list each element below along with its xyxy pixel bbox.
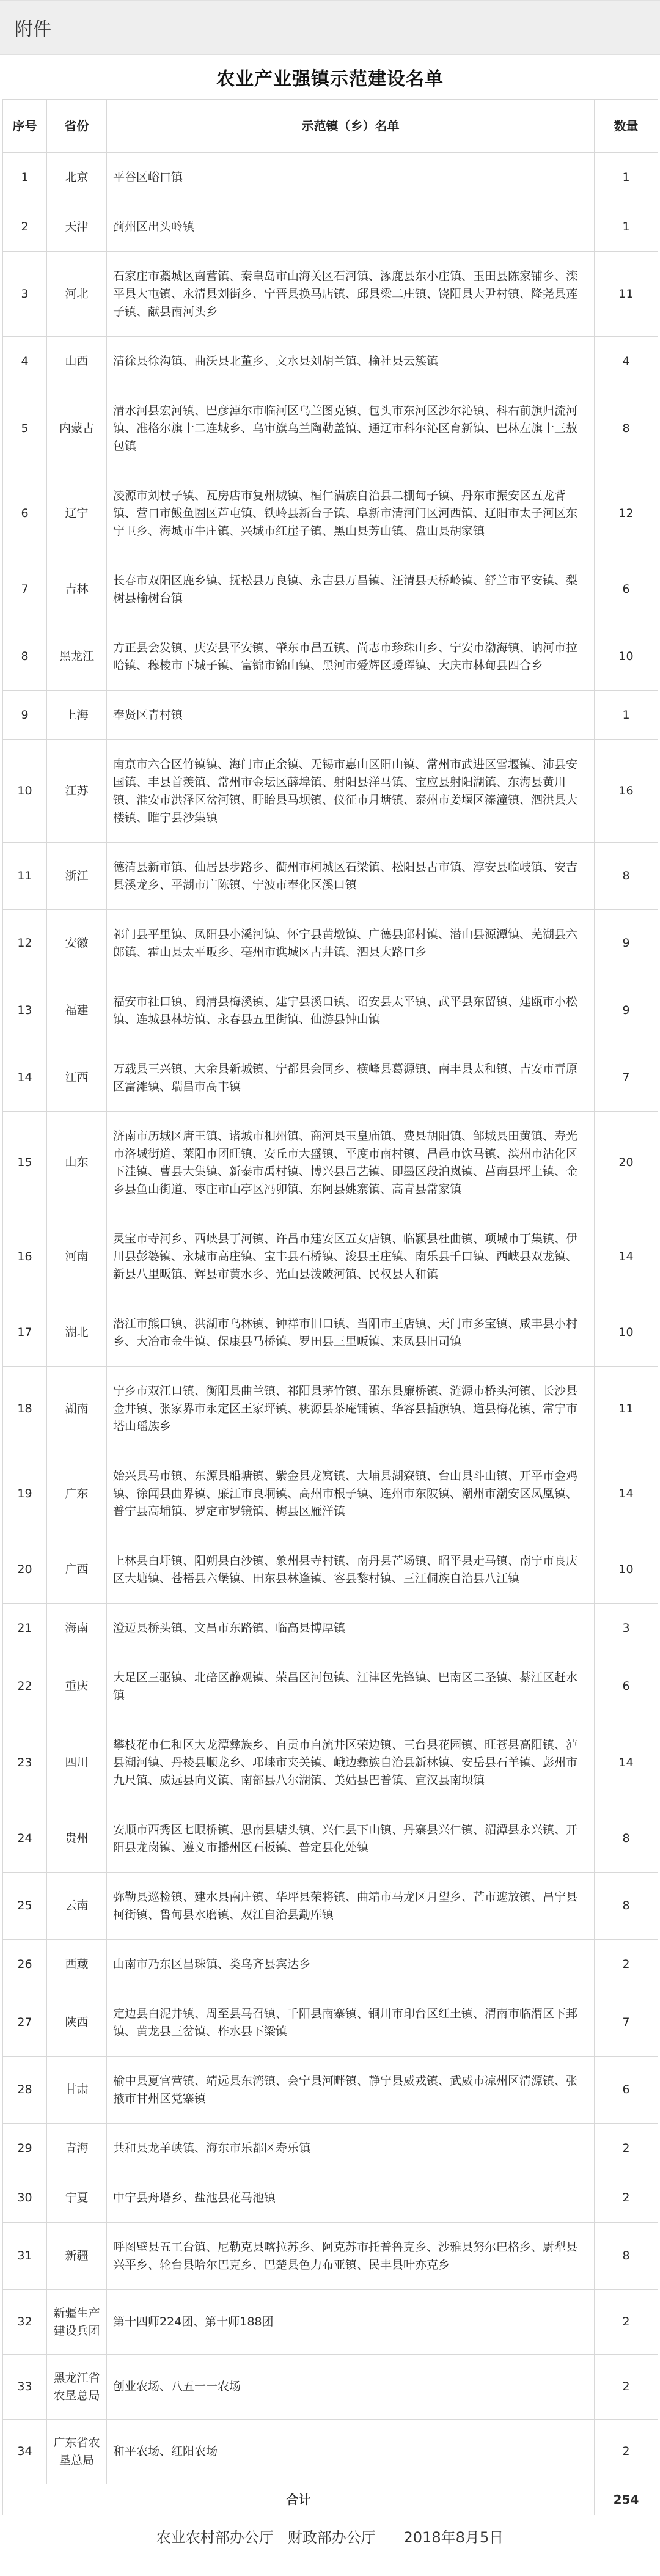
row-towns: 大足区三驱镇、北碚区静观镇、荣昌区河包镇、江津区先锋镇、巴南区二圣镇、綦江区赶水镇 [107,1653,595,1720]
row-count: 2 [595,2355,658,2420]
header-towns: 示范镇（乡）名单 [107,100,595,153]
row-towns: 方正县会发镇、庆安县平安镇、肇东市昌五镇、尚志市珍珠山乡、宁安市渤海镇、讷河市拉哈镇、穆棱市下城子镇、富锦市锦山镇、黑河市爱辉区瑷珲镇、大庆市林甸县四合乡 [107,623,595,691]
table-row [3,843,658,910]
table-body [3,153,658,2484]
header-no: 序号 [3,100,47,153]
row-count: 7 [595,1989,658,2057]
row-count: 9 [595,977,658,1044]
table-row [3,2057,658,2124]
row-towns: 和平农场、红阳农场 [107,2420,595,2484]
table-row [3,1367,658,1451]
row-no: 9 [3,691,47,740]
row-count: 4 [595,337,658,386]
row-no: 23 [3,1720,47,1805]
attachment-label: 附件 [0,0,660,55]
row-count: 14 [595,1451,658,1536]
table-row [3,202,658,252]
row-count: 14 [595,1720,658,1805]
table-row [3,1112,658,1214]
row-no: 27 [3,1989,47,2057]
row-towns: 山南市乃东区昌珠镇、类乌齐县宾达乡 [107,1940,595,1989]
row-no: 4 [3,337,47,386]
row-no: 7 [3,556,47,623]
row-towns: 榆中县夏官营镇、靖远县东湾镇、会宁县河畔镇、静宁县威戎镇、武威市凉州区清源镇、张掖市甘州区党寨镇 [107,2057,595,2124]
row-count: 2 [595,2173,658,2223]
row-no: 22 [3,1653,47,1720]
table-row [3,2173,658,2223]
table-row [3,556,658,623]
row-province: 吉林 [47,556,107,623]
row-count: 10 [595,1299,658,1367]
row-no: 34 [3,2420,47,2484]
row-towns: 潜江市熊口镇、洪湖市乌林镇、钟祥市旧口镇、当阳市王店镇、天门市多宝镇、咸丰县小村乡、大冶市金牛镇、保康县马桥镇、罗田县三里畈镇、来凤县旧司镇 [107,1299,595,1367]
row-no: 15 [3,1112,47,1214]
row-count: 11 [595,252,658,337]
row-count: 2 [595,2124,658,2173]
table-row [3,2420,658,2484]
row-count: 6 [595,556,658,623]
row-towns: 万载县三兴镇、大余县新城镇、宁都县会同乡、横峰县葛源镇、南丰县太和镇、吉安市青原区富滩镇、瑞昌市高丰镇 [107,1044,595,1112]
row-province: 海南 [47,1604,107,1653]
row-no: 11 [3,843,47,910]
row-province: 贵州 [47,1805,107,1873]
table-row [3,1940,658,1989]
row-no: 19 [3,1451,47,1536]
row-province: 新疆 [47,2223,107,2290]
table-row [3,1536,658,1604]
table-row [3,1451,658,1536]
row-no: 16 [3,1214,47,1299]
row-no: 24 [3,1805,47,1873]
row-count: 20 [595,1112,658,1214]
total-label: 合计 [3,2484,595,2515]
row-no: 12 [3,910,47,977]
row-towns: 中宁县舟塔乡、盐池县花马池镇 [107,2173,595,2223]
table-header-row [3,100,658,153]
row-count: 8 [595,2223,658,2290]
row-province: 安徽 [47,910,107,977]
row-towns: 清水河县宏河镇、巴彦淖尔市临河区乌兰图克镇、包头市东河区沙尔沁镇、科右前旗归流河镇、准格尔旗十二连城乡、乌审旗乌兰陶勒盖镇、通辽市科尔沁区育新镇、巴林左旗十三敖包镇 [107,386,595,471]
row-towns: 第十四师224团、第十师188团 [107,2290,595,2355]
row-count: 8 [595,1805,658,1873]
row-no: 10 [3,740,47,843]
row-count: 14 [595,1214,658,1299]
row-no: 25 [3,1873,47,1940]
row-province: 山东 [47,1112,107,1214]
table-row [3,2290,658,2355]
row-towns: 南京市六合区竹镇镇、海门市正余镇、无锡市惠山区阳山镇、常州市武进区雪堰镇、沛县安国镇、丰县首羡镇、常州市金坛区薛埠镇、射阳县洋马镇、宝应县射阳湖镇、东海县黄川镇、淮安市洪泽区岔河镇、盱眙县马坝镇、仪征市月塘镇、泰州市姜堰区溱潼镇、泗洪县大楼镇、睢宁县沙集镇 [107,740,595,843]
row-count: 6 [595,2057,658,2124]
row-towns: 石家庄市藁城区南营镇、秦皇岛市山海关区石河镇、涿鹿县东小庄镇、玉田县陈家铺乡、滦平县大屯镇、永清县刘街乡、宁晋县换马店镇、邱县梁二庄镇、饶阳县大尹村镇、隆尧县莲子镇、献县南河头乡 [107,252,595,337]
town-list-table [2,99,658,2515]
row-no: 17 [3,1299,47,1367]
row-province: 黑龙江省农垦总局 [47,2355,107,2420]
row-province: 江苏 [47,740,107,843]
row-province: 湖南 [47,1367,107,1451]
table-row [3,2223,658,2290]
document-title: 农业产业强镇示范建设名单 [216,68,444,90]
table-row [3,471,658,556]
row-no: 33 [3,2355,47,2420]
row-no: 26 [3,1940,47,1989]
row-towns: 定边县白泥井镇、周至县马召镇、千阳县南寨镇、铜川市印台区红土镇、渭南市临渭区下邽镇、黄龙县三岔镇、柞水县下梁镇 [107,1989,595,2057]
row-towns: 宁乡市双江口镇、衡阳县曲兰镇、祁阳县茅竹镇、邵东县廉桥镇、涟源市桥头河镇、长沙县金井镇、张家界市永定区王家坪镇、桃源县茶庵铺镇、华容县插旗镇、道县梅花镇、常宁市塔山瑶族乡 [107,1367,595,1451]
row-towns: 福安市社口镇、闽清县梅溪镇、建宁县溪口镇、诏安县太平镇、武平县东留镇、建瓯市小松镇、连城县林坊镇、永春县五里街镇、仙游县钟山镇 [107,977,595,1044]
table-row [3,2124,658,2173]
row-no: 20 [3,1536,47,1604]
row-towns: 上林县白圩镇、阳朔县白沙镇、象州县寺村镇、南丹县芒场镇、昭平县走马镇、南宁市良庆区大塘镇、苍梧县六堡镇、田东县林逢镇、容县黎村镇、三江侗族自治县八江镇 [107,1536,595,1604]
row-province: 新疆生产建设兵团 [47,2290,107,2355]
row-count: 10 [595,1536,658,1604]
row-province: 西藏 [47,1940,107,1989]
row-count: 1 [595,202,658,252]
total-row [3,2484,658,2515]
table-row [3,623,658,691]
row-no: 32 [3,2290,47,2355]
row-province: 江西 [47,1044,107,1112]
table-row [3,153,658,202]
row-count: 10 [595,623,658,691]
row-province: 宁夏 [47,2173,107,2223]
row-towns: 灵宝市寺河乡、西峡县丁河镇、许昌市建安区五女店镇、临颍县杜曲镇、项城市丁集镇、伊川县彭婆镇、永城市高庄镇、宝丰县石桥镇、浚县王庄镇、南乐县千口镇、西峡县双龙镇、新县八里畈镇、辉县市黄水乡、光山县泼陂河镇、民权县人和镇 [107,1214,595,1299]
row-towns: 安顺市西秀区七眼桥镇、思南县塘头镇、兴仁县下山镇、丹寨县兴仁镇、湄潭县永兴镇、开阳县龙岗镇、遵义市播州区石板镇、普定县化处镇 [107,1805,595,1873]
row-province: 四川 [47,1720,107,1805]
row-towns: 弥勒县巡检镇、建水县南庄镇、华坪县荣将镇、曲靖市马龙区月望乡、芒市遮放镇、昌宁县柯街镇、鲁甸县水磨镇、双江自治县勐库镇 [107,1873,595,1940]
row-province: 陕西 [47,1989,107,2057]
row-no: 1 [3,153,47,202]
row-no: 21 [3,1604,47,1653]
row-count: 8 [595,843,658,910]
row-towns: 长春市双阳区鹿乡镇、抚松县万良镇、永吉县万昌镇、汪清县天桥岭镇、舒兰市平安镇、梨树县榆树台镇 [107,556,595,623]
row-no: 13 [3,977,47,1044]
table-row [3,252,658,337]
row-province: 北京 [47,153,107,202]
table-row [3,1720,658,1805]
table-row [3,1653,658,1720]
row-province: 甘肃 [47,2057,107,2124]
row-no: 30 [3,2173,47,2223]
row-count: 8 [595,386,658,471]
row-province: 黑龙江 [47,623,107,691]
row-count: 1 [595,153,658,202]
table-row [3,2355,658,2420]
row-towns: 凌源市刘杖子镇、瓦房店市复州城镇、桓仁满族自治县二棚甸子镇、丹东市振安区五龙背镇、营口市鲅鱼圈区芦屯镇、铁岭县新台子镇、阜新市清河门区河西镇、辽阳市太子河区东宁卫乡、海城市牛庄镇、兴城市红崖子镇、黑山县芳山镇、盘山县胡家镇 [107,471,595,556]
row-count: 2 [595,2290,658,2355]
row-towns: 呼图壁县五工台镇、尼勒克县喀拉苏乡、阿克苏市托普鲁克乡、沙雅县努尔巴格乡、尉犁县兴平乡、轮台县哈尔巴克乡、巴楚县色力布亚镇、民丰县叶亦克乡 [107,2223,595,2290]
table-row [3,691,658,740]
row-province: 广西 [47,1536,107,1604]
row-towns: 德清县新市镇、仙居县步路乡、衢州市柯城区石梁镇、松阳县古市镇、淳安县临岐镇、安吉县溪龙乡、平湖市广陈镇、宁波市奉化区溪口镇 [107,843,595,910]
row-province: 湖北 [47,1299,107,1367]
row-count: 16 [595,740,658,843]
row-count: 1 [595,691,658,740]
header-province: 省份 [47,100,107,153]
row-no: 8 [3,623,47,691]
row-towns: 创业农场、八五一一农场 [107,2355,595,2420]
row-province: 上海 [47,691,107,740]
row-towns: 祁门县平里镇、凤阳县小溪河镇、怀宁县黄墩镇、广德县邱村镇、潜山县源潭镇、芜湖县六郎镇、霍山县太平畈乡、亳州市谯城区古井镇、泗县大路口乡 [107,910,595,977]
row-province: 青海 [47,2124,107,2173]
row-province: 河南 [47,1214,107,1299]
row-province: 浙江 [47,843,107,910]
row-count: 12 [595,471,658,556]
row-count: 11 [595,1367,658,1451]
row-no: 28 [3,2057,47,2124]
table-row [3,740,658,843]
row-no: 31 [3,2223,47,2290]
row-province: 辽宁 [47,471,107,556]
row-province: 广东省农垦总局 [47,2420,107,2484]
table-row [3,386,658,471]
row-no: 18 [3,1367,47,1451]
row-count: 3 [595,1604,658,1653]
row-towns: 共和县龙羊峡镇、海东市乐都区寿乐镇 [107,2124,595,2173]
row-towns: 攀枝花市仁和区大龙潭彝族乡、自贡市自流井区荣边镇、三台县花园镇、旺苍县高阳镇、泸县潮河镇、丹棱县顺龙乡、邛崃市夹关镇、峨边彝族自治县新林镇、安岳县石羊镇、彭州市九尺镇、威远县向义镇、南部县八尔湖镇、美姑县巴普镇、宣汉县南坝镇 [107,1720,595,1805]
row-province: 广东 [47,1451,107,1536]
row-towns: 始兴县马市镇、东源县船塘镇、紫金县龙窝镇、大埔县湖寮镇、台山县斗山镇、开平市金鸡镇、徐闻县曲界镇、廉江市良垌镇、高州市根子镇、连州市东陂镇、潮州市潮安区凤凰镇、普宁县高埔镇、罗定市罗镜镇、梅县区雁洋镇 [107,1451,595,1536]
row-no: 14 [3,1044,47,1112]
row-count: 2 [595,1940,658,1989]
row-towns: 奉贤区青村镇 [107,691,595,740]
row-towns: 蓟州区出头岭镇 [107,202,595,252]
table-row [3,1214,658,1299]
row-towns: 济南市历城区唐王镇、诸城市相州镇、商河县玉皇庙镇、费县胡阳镇、邹城县田黄镇、寿光市洛城街道、莱阳市团旺镇、安丘市大盛镇、平度市南村镇、昌邑市饮马镇、滨州市沾化区下洼镇、曹县大集镇、新泰市禹村镇、博兴县吕艺镇、即墨区段泊岚镇、莒南县坪上镇、金乡县鱼山街道、枣庄市山亭区冯卯镇、东阿县姚寨镇、高青县常家镇 [107,1112,595,1214]
row-count: 7 [595,1044,658,1112]
row-count: 6 [595,1653,658,1720]
row-towns: 清徐县徐沟镇、曲沃县北董乡、文水县刘胡兰镇、榆社县云簇镇 [107,337,595,386]
row-count: 2 [595,2420,658,2484]
total-count: 254 [595,2484,658,2515]
row-province: 福建 [47,977,107,1044]
row-province: 内蒙古 [47,386,107,471]
row-towns: 平谷区峪口镇 [107,153,595,202]
row-no: 6 [3,471,47,556]
row-no: 29 [3,2124,47,2173]
header-count: 数量 [595,100,658,153]
table-row [3,337,658,386]
table-row [3,1044,658,1112]
table-row [3,1873,658,1940]
table-row [3,1604,658,1653]
row-no: 3 [3,252,47,337]
row-province: 云南 [47,1873,107,1940]
row-count: 9 [595,910,658,977]
row-no: 2 [3,202,47,252]
row-province: 天津 [47,202,107,252]
row-count: 8 [595,1873,658,1940]
row-province: 山西 [47,337,107,386]
table-row [3,1805,658,1873]
table-row [3,910,658,977]
document-footer: 农业农村部办公厅 财政部办公厅 2018年8月5日 [156,2528,504,2546]
row-province: 河北 [47,252,107,337]
row-no: 5 [3,386,47,471]
table-row [3,1989,658,2057]
row-province: 重庆 [47,1653,107,1720]
row-towns: 澄迈县桥头镇、文昌市东路镇、临高县博厚镇 [107,1604,595,1653]
table-row [3,977,658,1044]
table-row [3,1299,658,1367]
